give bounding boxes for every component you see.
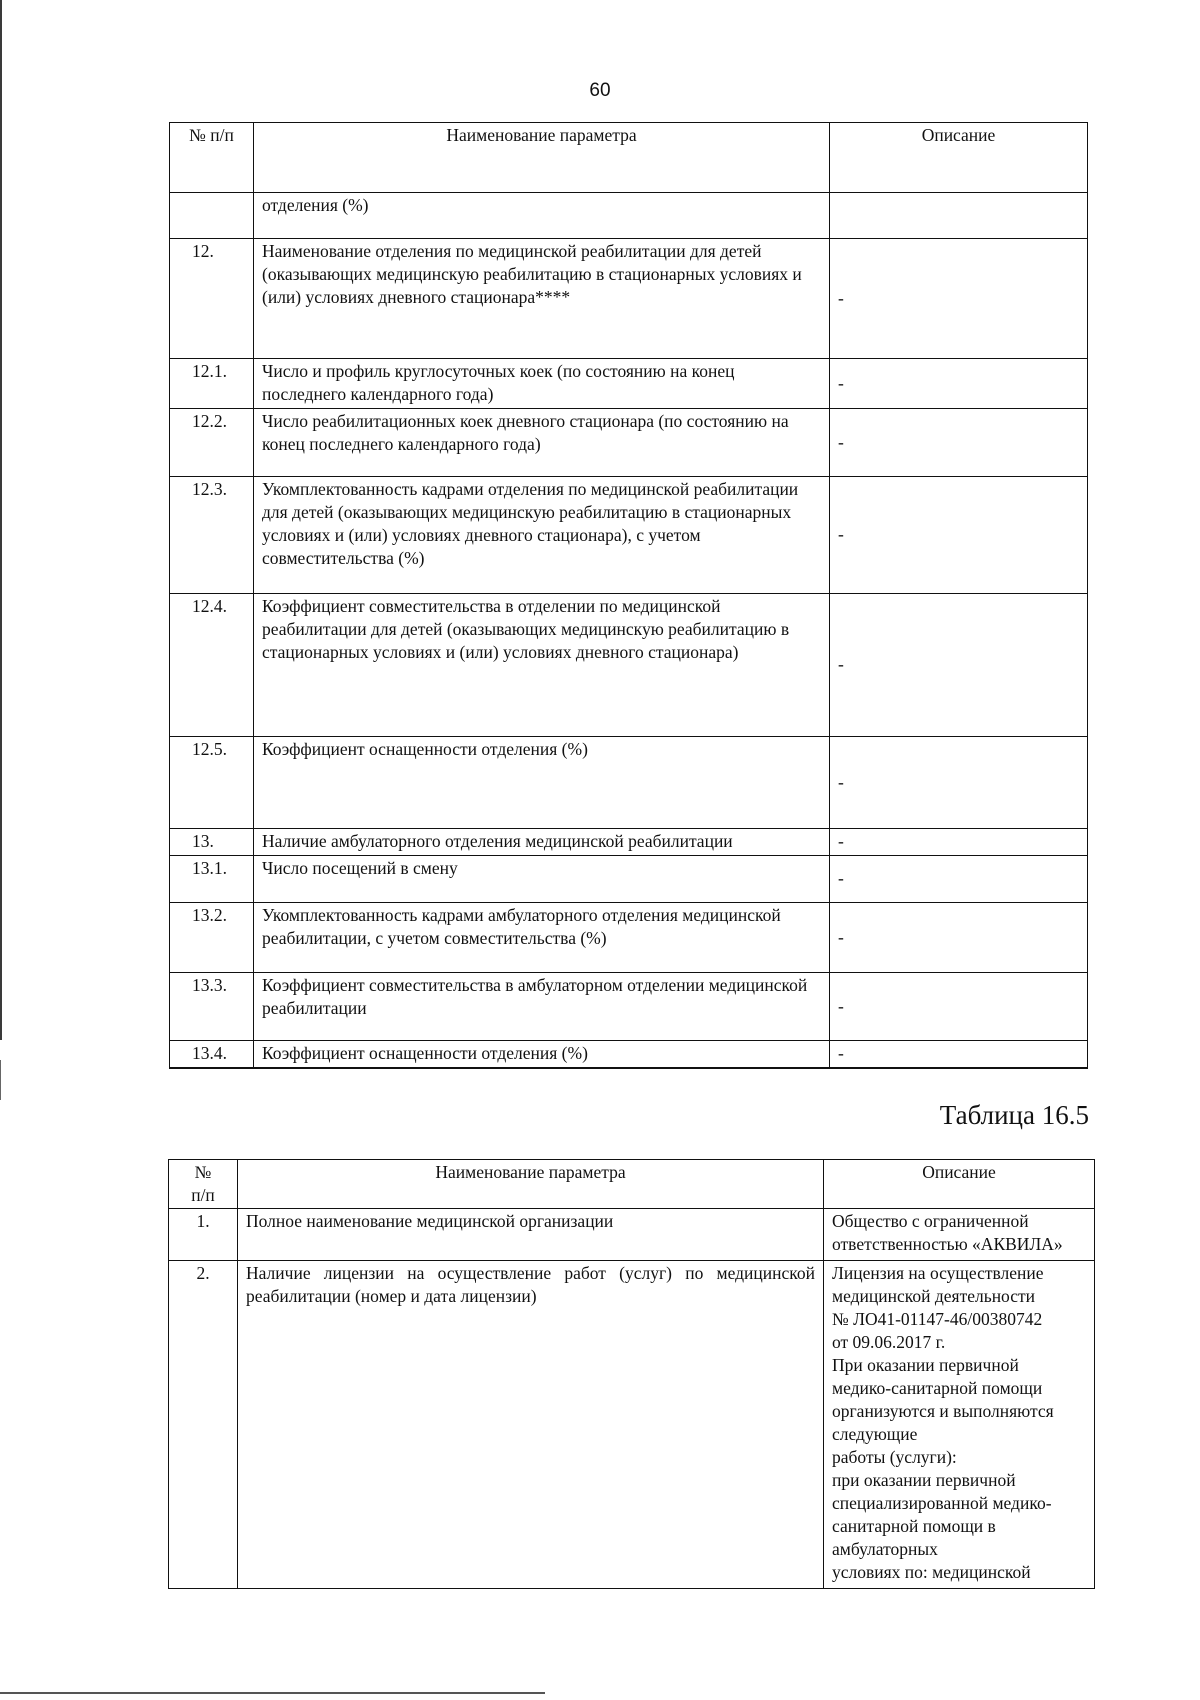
table-row xyxy=(170,1041,1088,1069)
row-parameter: Наличие амбулаторного отделения медицинской реабилитации xyxy=(254,829,830,856)
row-number: 12.4. xyxy=(170,594,254,737)
row-number: 12. xyxy=(170,239,254,359)
row-description: - xyxy=(830,737,1088,829)
row-description xyxy=(830,193,1088,239)
row-number: 13. xyxy=(170,829,254,856)
row-number: 2. xyxy=(169,1261,238,1589)
row-parameter: Коэффициент оснащенности отделения (%) xyxy=(254,1041,830,1069)
scan-edge-bottom xyxy=(0,1692,545,1694)
row-description: - xyxy=(830,903,1088,973)
table-row xyxy=(170,193,1088,239)
row-description: - xyxy=(830,477,1088,594)
row-parameter: Укомплектованность кадрами амбулаторного отделения медицинской реабилитации, с учетом совместительства (%) xyxy=(254,903,830,973)
row-number: 13.4. xyxy=(170,1041,254,1069)
row-number: 12.2. xyxy=(170,409,254,477)
table-row xyxy=(170,239,1088,359)
table-header-row xyxy=(169,1160,1095,1209)
table-header-row xyxy=(170,123,1088,193)
row-parameter: Коэффициент совместительства в отделении по медицинской реабилитации для детей (оказывающих медицинскую реабилитацию в стационарных условиях и (или) условиях дневного стационара) xyxy=(254,594,830,737)
row-parameter: Число реабилитационных коек дневного стационара (по состоянию на конец последнего календарного года) xyxy=(254,409,830,477)
table-row xyxy=(170,973,1088,1041)
row-description: - xyxy=(830,359,1088,409)
scan-edge-left-mark xyxy=(0,1060,1,1100)
table-row xyxy=(170,594,1088,737)
row-parameter: отделения (%) xyxy=(254,193,830,239)
row-number: 13.1. xyxy=(170,856,254,903)
table-row xyxy=(170,737,1088,829)
row-parameter: Коэффициент оснащенности отделения (%) xyxy=(254,737,830,829)
row-parameter: Укомплектованность кадрами отделения по медицинской реабилитации для детей (оказывающих медицинскую реабилитацию в стационарных условиях и (или) условиях дневного стационара), с учетом совместительства (%) xyxy=(254,477,830,594)
row-parameter: Наличие лицензии на осуществление работ (услуг) по медицинской реабилитации (номер и дата лицензии) xyxy=(238,1261,824,1589)
header-parameter-name: Наименование параметра xyxy=(254,123,830,193)
row-parameter: Полное наименование медицинской организации xyxy=(238,1209,824,1261)
row-number xyxy=(170,193,254,239)
header-number: № п/п xyxy=(169,1160,238,1209)
row-description: - xyxy=(830,829,1088,856)
table-row xyxy=(170,903,1088,973)
parameters-table-continued xyxy=(169,122,1088,1069)
row-number: 1. xyxy=(169,1209,238,1261)
header-parameter-name: Наименование параметра xyxy=(238,1160,824,1209)
row-number: 12.1. xyxy=(170,359,254,409)
row-description: - xyxy=(830,1041,1088,1069)
organization-table xyxy=(168,1159,1095,1589)
table-row xyxy=(170,359,1088,409)
row-parameter: Число посещений в смену xyxy=(254,856,830,903)
table-row xyxy=(170,409,1088,477)
scan-edge-left xyxy=(0,0,2,1040)
row-description: - xyxy=(830,856,1088,903)
table-row xyxy=(170,856,1088,903)
row-parameter: Коэффициент совместительства в амбулаторном отделении медицинской реабилитации xyxy=(254,973,830,1041)
row-number: 12.5. xyxy=(170,737,254,829)
table-row xyxy=(170,477,1088,594)
row-description: Общество с ограниченной ответственностью «АКВИЛА» xyxy=(824,1209,1095,1261)
row-number: 12.3. xyxy=(170,477,254,594)
row-description: - xyxy=(830,594,1088,737)
row-description: - xyxy=(830,239,1088,359)
row-description: - xyxy=(830,409,1088,477)
row-number: 13.2. xyxy=(170,903,254,973)
table-row xyxy=(169,1261,1095,1589)
row-description: - xyxy=(830,973,1088,1041)
table-caption: Таблица 16.5 xyxy=(939,1100,1089,1130)
row-parameter: Наименование отделения по медицинской реабилитации для детей (оказывающих медицинскую реабилитацию в стационарных условиях и (или) условиях дневного стационара**** xyxy=(254,239,830,359)
header-number: № п/п xyxy=(170,123,254,193)
row-parameter: Число и профиль круглосуточных коек (по состоянию на конец последнего календарного года) xyxy=(254,359,830,409)
row-description: Лицензия на осуществление медицинской деятельности № ЛО41-01147-46/00380742 от 09.06.2017 г. При оказании первичной медико-санитарной помощи организуются и выполняются следующие работы (услуги): при оказании первичной специализированной медико- санитарной помощи в амбулаторных условиях по: медицинской xyxy=(824,1261,1095,1589)
header-description: Описание xyxy=(824,1160,1095,1209)
row-number: 13.3. xyxy=(170,973,254,1041)
page-number: 60 xyxy=(589,80,611,101)
table-row xyxy=(169,1209,1095,1261)
table-row xyxy=(170,829,1088,856)
header-description: Описание xyxy=(830,123,1088,193)
